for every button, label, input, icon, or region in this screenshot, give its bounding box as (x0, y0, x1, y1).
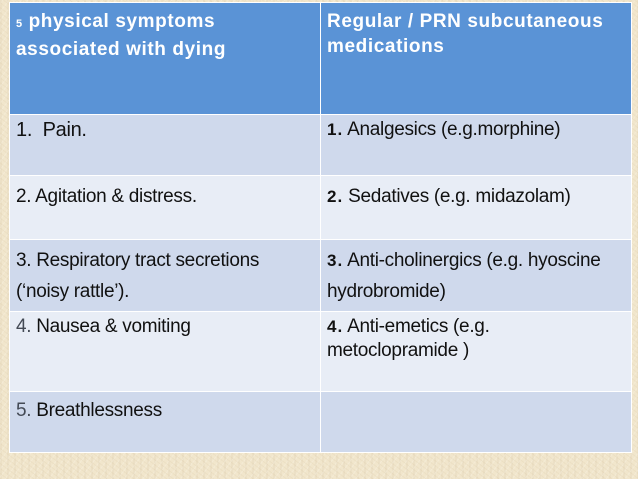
medication-text: Sedatives (e.g. midazolam) (343, 186, 571, 207)
symptom-number: 1. (16, 119, 33, 141)
header-symptoms-number: 5 (16, 18, 23, 30)
medication-number: 2. (327, 187, 344, 206)
symptom-number: 5. (16, 400, 32, 421)
header-symptoms-label: physical symptoms associated with dying (16, 11, 227, 60)
table-header-row (10, 3, 632, 115)
symptom-number: 3. (16, 250, 32, 271)
symptom-number: 4. (16, 316, 32, 337)
medication-cell (321, 240, 632, 312)
table-row (10, 240, 632, 312)
medication-text: Anti-emetics (e.g. metoclopramide ) (327, 316, 490, 361)
symptom-text: Agitation & distress. (31, 186, 197, 207)
medication-cell (321, 115, 632, 176)
header-symptoms (10, 3, 321, 115)
medication-cell (321, 176, 632, 240)
medication-cell (321, 312, 632, 392)
symptom-text: Respiratory tract secretions (‘noisy rattle’). (16, 250, 260, 302)
symptom-text: Pain. (32, 119, 87, 141)
symptom-cell (10, 240, 321, 312)
table-row (10, 176, 632, 240)
medication-number: 4. (327, 317, 344, 336)
symptom-cell (10, 392, 321, 453)
symptom-number: 2. (16, 186, 32, 207)
header-medications-label: Regular / PRN subcutaneous medications (327, 11, 604, 57)
medication-cell-empty (321, 392, 632, 453)
medication-text: Anti-cholinergics (e.g. hyoscine hydrobromide) (327, 250, 601, 302)
symptom-text: Breathlessness (31, 400, 162, 421)
medication-number: 1. (327, 120, 344, 139)
symptom-text: Nausea & vomiting (31, 316, 191, 337)
table-row (10, 312, 632, 392)
symptom-cell (10, 115, 321, 176)
table-row (10, 115, 632, 176)
medication-number: 3. (327, 251, 344, 270)
header-medications (321, 3, 632, 115)
symptom-cell (10, 176, 321, 240)
symptoms-medications-table (9, 2, 632, 453)
table-row (10, 392, 632, 453)
symptom-cell (10, 312, 321, 392)
medication-text: Analgesics (e.g.morphine) (343, 119, 561, 140)
